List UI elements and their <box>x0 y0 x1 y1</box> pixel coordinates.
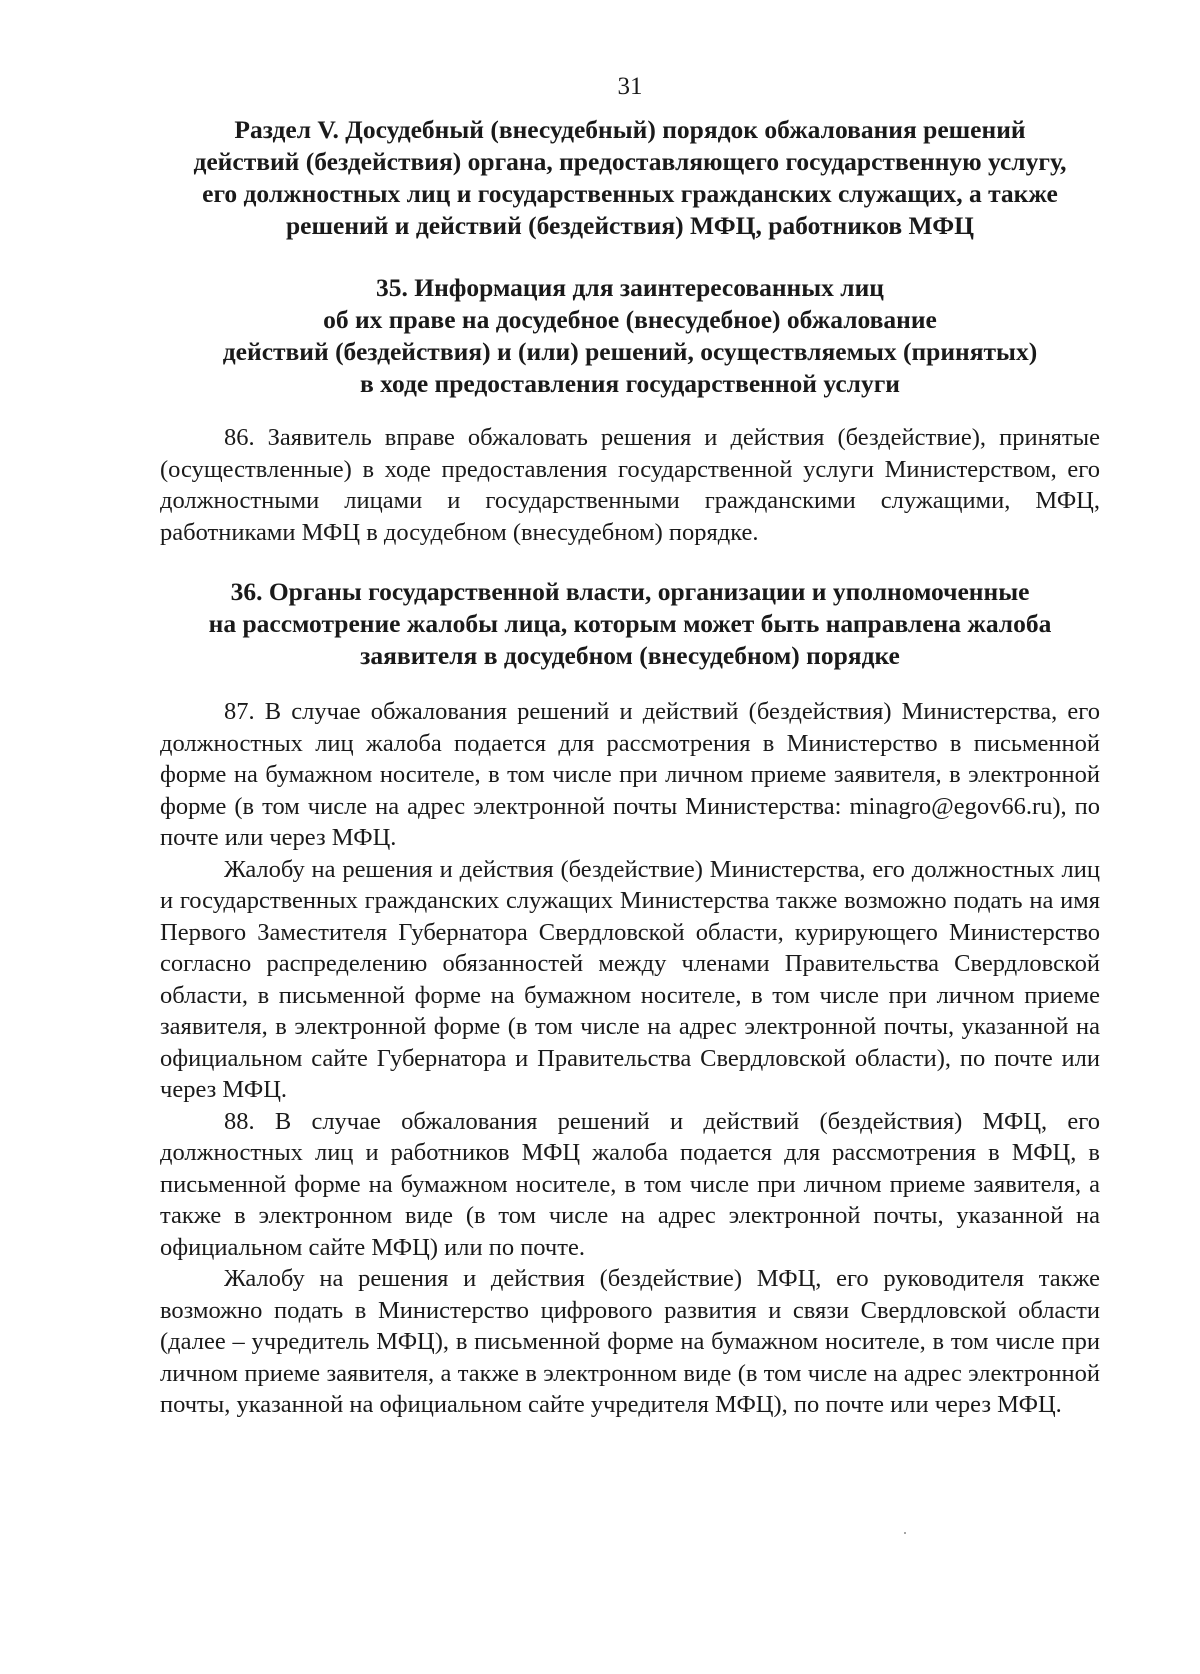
paragraph-87-continued: Жалобу на решения и действия (бездействие) Министерства, его должностных лиц и государственных гражданских служащих Министерства также возможно подать на имя Первого Заместителя Губернатора Свердловской области, курирующего Министерство согласно распределению обязанностей между членами Правительства Свердловской области, в письменной форме на бумажном носителе, в том числе при личном приеме заявителя, в электронной форме (в том числе на адрес электронной почты, указанной на официальном сайте Губернатора и Правительства Свердловской области), по почте или через МФЦ. <box>160 855 1100 1103</box>
paragraph-86: 86. Заявитель вправе обжаловать решения и действия (бездействие), принятые (осуществленные) в ходе предоставления государственной услуги Министерством, его должностными лицами и государственными гражданскими служащими, МФЦ, работниками МФЦ в досудебном (внесудебном) порядке. <box>160 424 1100 546</box>
subsection-title-line: об их праве на досудебное (внесудебное) обжалование <box>323 305 937 334</box>
section-title-line: его должностных лиц и государственных гражданских служащих, а также <box>202 179 1058 208</box>
subsection-35-body <box>160 422 1100 548</box>
subsection-title-line: 35. Информация для заинтересованных лиц <box>376 273 884 302</box>
subsection-title-line: заявителя в досудебном (внесудебном) порядке <box>360 641 900 670</box>
subsection-35-title <box>160 272 1100 400</box>
paragraph-88-continued: Жалобу на решения и действия (бездействие) МФЦ, его руководителя также возможно подать в Министерство цифрового развития и связи Свердловской области (далее – учредитель МФЦ), в письменной форме на бумажном носителе, в том числе при личном приеме заявителя, а также в электронном виде (в том числе на адрес электронной почты, указанной на официальном сайте учредителя МФЦ), по почте или через МФЦ. <box>160 1265 1100 1418</box>
scan-artifact-dot <box>904 1532 906 1534</box>
section-title-line: решений и действий (бездействия) МФЦ, работников МФЦ <box>285 211 974 240</box>
subsection-title-line: на рассмотрение жалобы лица, которым может быть направлена жалоба <box>208 609 1052 638</box>
section-title-line: действий (бездействия) органа, предоставляющего государственную услугу, <box>193 147 1067 176</box>
document-page <box>160 72 1100 1632</box>
section-title-line: Раздел V. Досудебный (внесудебный) порядок обжалования решений <box>234 115 1026 144</box>
page-number: 31 <box>617 73 643 100</box>
subsection-36-title <box>160 576 1100 672</box>
paragraph-87: 87. В случае обжалования решений и действий (бездействия) Министерства, его должностных лиц жалоба подается для рассмотрения в Министерство в письменной форме на бумажном носителе, в том числе при личном приеме заявителя, в электронной форме (в том числе на адрес электронной почты Министерства: minagro@egov66.ru), по почте или через МФЦ. <box>160 698 1100 851</box>
subsection-title-line: действий (бездействия) и (или) решений, осуществляемых (принятых) <box>222 337 1038 366</box>
subsection-title-line: 36. Органы государственной власти, организации и уполномоченные <box>230 577 1030 606</box>
subsection-title-line: в ходе предоставления государственной услуги <box>360 369 900 398</box>
section-title <box>160 114 1100 242</box>
subsection-36-body <box>160 696 1100 1421</box>
paragraph-88: 88. В случае обжалования решений и действий (бездействия) МФЦ, его должностных лиц и работников МФЦ жалоба подается для рассмотрения в МФЦ, в письменной форме на бумажном носителе, в том числе при личном приеме заявителя, а также в электронном виде (в том числе на адрес электронной почты, указанной на официальном сайте МФЦ) или по почте. <box>160 1107 1100 1261</box>
